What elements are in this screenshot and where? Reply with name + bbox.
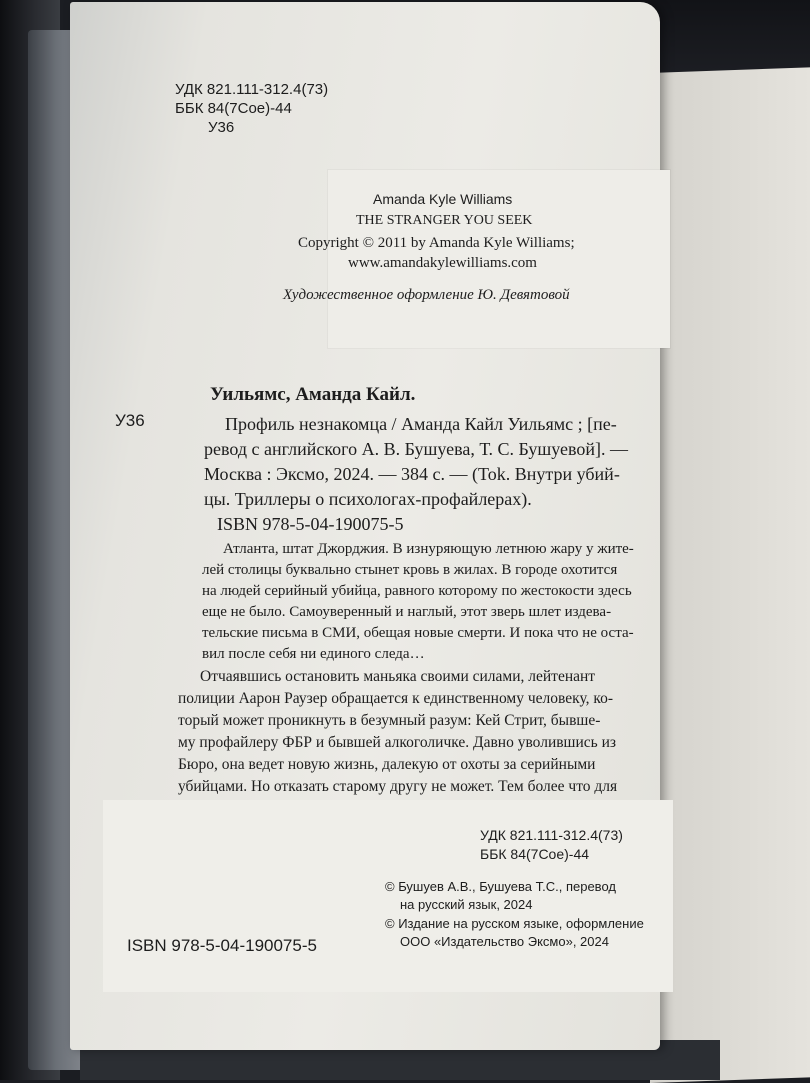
annotation-line: Отчаявшись остановить маньяка своими силами, лейтенант — [200, 668, 596, 685]
imprint-box — [103, 800, 673, 992]
catalog-isbn: ISBN 978-5-04-190075-5 — [217, 514, 404, 534]
annotation-line: вил после себя ни единого следа… — [202, 646, 425, 662]
catalog-line: цы. Триллеры о психологах-профайлерах). — [204, 489, 532, 509]
annotation-line: Бюро, она ведет новую жизнь, далекую от охоты за серийными — [178, 756, 596, 773]
imprint-bbk: ББК 84(7Сое)-44 — [480, 846, 590, 862]
header-code: У36 — [208, 119, 235, 136]
imprint-credit: ООО «Издательство Эксмо», 2024 — [400, 934, 609, 949]
annotation-line: лей столицы буквально стынет кровь в жилах. В городе охотится — [202, 562, 618, 578]
imprint-credit: © Издание на русском языке, оформление — [385, 916, 644, 931]
catalog-author-heading: Уильямс, Аманда Кайл. — [210, 384, 416, 405]
header-bbk: ББК 84(7Сое)-44 — [175, 100, 292, 117]
imprint-credit: на русский язык, 2024 — [400, 897, 533, 912]
annotation-line: тельские письма в СМИ, обещая новые смерти. И пока что не оста- — [202, 625, 634, 641]
annotation-line: торый может проникнуть в безумный разум: Кей Стрит, бывше- — [178, 712, 601, 729]
copyright-line: Copyright © 2011 by Amanda Kyle Williams; — [298, 235, 575, 251]
annotation-line: убийцами. Но отказать старому другу не может. Тем более что для — [178, 778, 618, 795]
website-line: www.amandakylewilliams.com — [348, 255, 537, 271]
annotation-line: Атланта, штат Джорджия. В изнуряющую летнюю жару у жите- — [223, 541, 634, 557]
imprint-udk: УДК 821.111-312.4(73) — [480, 827, 623, 843]
header-udk: УДК 821.111-312.4(73) — [175, 81, 329, 98]
next-page — [650, 67, 810, 1083]
original-author: Amanda Kyle Williams — [373, 191, 513, 207]
original-title: THE STRANGER YOU SEEK — [356, 213, 533, 228]
annotation-line: еще не было. Самоуверенный и наглый, этот зверь шлет издева- — [202, 604, 612, 620]
catalog-line: ревод с английского А. В. Бушуева, Т. С. Бушуевой]. — — [204, 439, 629, 459]
annotation-line: на людей серийный убийца, равного которому по жестокости здесь — [202, 583, 632, 599]
catalog-line: Москва : Эксмо, 2024. — 384 с. — (Tok. Внутри убий- — [204, 464, 620, 484]
design-credit: Художественное оформление Ю. Девятовой — [283, 287, 570, 303]
catalog-line: Профиль незнакомца / Аманда Кайл Уильямс ; [пе- — [225, 414, 617, 434]
annotation-line: му профайлеру ФБР и бывшей алкоголичке. Давно уволившись из — [178, 734, 617, 751]
catalog-code: У36 — [115, 411, 145, 430]
copyright-box — [283, 170, 670, 348]
imprint-isbn: ISBN 978-5-04-190075-5 — [127, 936, 317, 955]
imprint-credit: © Бушуев А.В., Бушуева Т.С., перевод — [385, 879, 616, 894]
annotation-line: полиции Аарон Раузер обращается к единственному человеку, ко- — [178, 690, 614, 707]
